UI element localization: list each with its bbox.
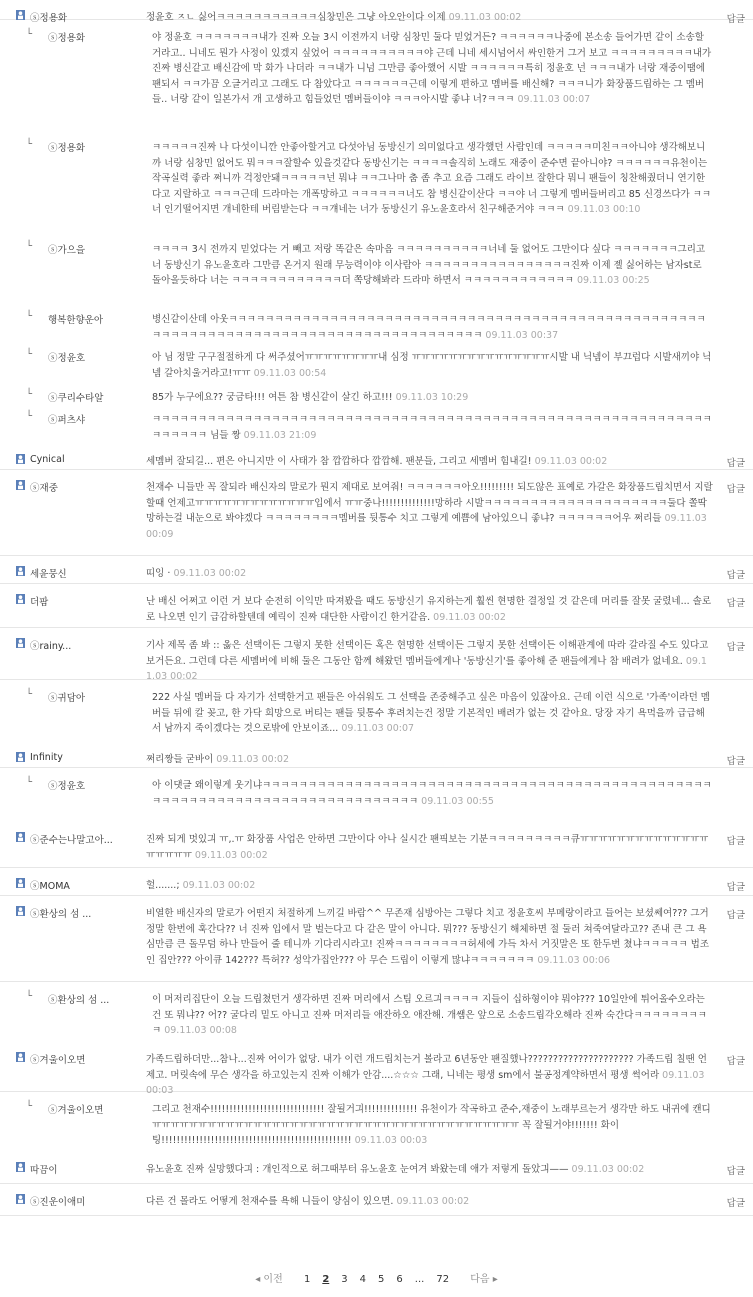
mobile-mark-icon: ⓢ bbox=[48, 781, 58, 792]
comment-body bbox=[146, 878, 713, 894]
comment-author[interactable] bbox=[48, 778, 85, 792]
comment-author[interactable] bbox=[48, 312, 103, 326]
comment bbox=[0, 1042, 753, 1096]
mobile-mark-icon: ⓢ bbox=[30, 641, 40, 652]
reply-button[interactable]: 답글 bbox=[726, 1166, 745, 1177]
comment-author-name: 준수는나말고아... bbox=[39, 835, 113, 846]
comment-author-name: 더팜 bbox=[30, 597, 49, 608]
reply-button[interactable]: 답글 bbox=[726, 910, 745, 921]
comment-text: 아 이댓글 왜이렇게 웃기냐ㅋㅋㅋㅋㅋㅋㅋㅋㅋㅋㅋㅋㅋㅋㅋㅋㅋㅋㅋㅋㅋㅋㅋㅋㅋㅋㅋㅋㅋㅋㅋㅋㅋㅋㅋㅋㅋㅋㅋㅋㅋㅋㅋㅋㅋㅋㅋㅋㅋㅋㅋㅋㅋㅋㅋㅋㅋㅋㅋㅋㅋㅋㅋㅋㅋㅋㅋㅋㅋㅋㅋㅋㅋㅋㅋㅋㅋㅋ bbox=[152, 780, 712, 807]
comment-body bbox=[152, 992, 713, 1039]
comment-body bbox=[146, 594, 713, 625]
comment bbox=[0, 628, 753, 680]
user-icon bbox=[16, 1052, 25, 1062]
comment-timestamp: 09.11.03 00:02 bbox=[448, 12, 522, 23]
comment-author[interactable] bbox=[48, 992, 109, 1006]
user-icon bbox=[16, 638, 25, 648]
comment-author-name: 겨울이오면 bbox=[39, 1055, 86, 1066]
comment-timestamp: 09.11.03 00:02 bbox=[571, 1164, 645, 1175]
user-icon bbox=[16, 10, 25, 20]
comment-body bbox=[146, 1194, 713, 1210]
comment bbox=[0, 0, 753, 25]
comment-body bbox=[152, 778, 713, 809]
comment-author[interactable] bbox=[30, 480, 58, 494]
comment-body bbox=[152, 412, 713, 443]
pagination bbox=[0, 1270, 753, 1290]
reply-elbow-icon: └ bbox=[26, 311, 33, 322]
comment-author[interactable] bbox=[48, 30, 85, 44]
comment-body bbox=[146, 832, 713, 863]
reply-button[interactable]: 답글 bbox=[726, 1198, 745, 1209]
comment-text: 난 배신 어쩌고 이런 거 보다 순전히 이익만 따져봤을 때도 동방신기 유지하는게 훨씬 현명한 결정일 것 같은데 머리를 잘못 굴렸네... 솔로로 나오면 인기 급감하할텐데 예릭이 진짜 대단한 사람이긴 한거같음. bbox=[146, 596, 712, 623]
comment-timestamp: 09.11.03 00:37 bbox=[485, 329, 559, 341]
comment-body bbox=[146, 1162, 713, 1178]
comment-author-name: 재중 bbox=[39, 483, 58, 494]
comment-author[interactable] bbox=[30, 1194, 85, 1208]
comment-timestamp: 09.11.03 00:07 bbox=[341, 723, 415, 734]
comment-author-name: 정용화 bbox=[39, 13, 68, 24]
comment-body bbox=[146, 480, 713, 542]
comment-text: 아 님 정말 구구절절하게 다 써주셨어ㅠㅠㅠㅠㅠㅠㅠㅠ내 심정 ㅠㅠㅠㅠㅠㅠㅠㅠㅠㅠㅠㅠㅠㅠㅠ시발 내 닉넴이 부끄럽다 시발새끼야 닉넴 갈아치울거라고!ㅠㅠ bbox=[152, 352, 712, 379]
comment-body bbox=[152, 690, 713, 737]
comment-timestamp: 09.11.03 00:06 bbox=[537, 954, 611, 966]
comment-timestamp: 09.11.03 00:02 bbox=[146, 655, 707, 682]
comment bbox=[0, 556, 753, 584]
comment-text: 천재수 니들만 꼭 잘되라 배신자의 말로가 뭔지 제대로 보여줘! ㅋㅋㅋㅋㅋㅋ아오!!!!!!!!! 되도않은 표예로 가갈은 화장품드립치면서 지랄할때 언제고ㅠㅠㅠㅠㅠㅠㅠㅠㅠㅠㅠㅠㅠ입에서 ㅠㅠ중나!!!!!!!!!!!!!!망하라 시발ㅋㅋㅋㅋㅋㅋㅋㅋㅋㅋㅋㅋㅋㅋㅋㅋㅋㅋㅋㅋ둘다 쫄딱 망하는걸 내눈으로 봐야겠다 ㅋㅋㅋㅋㅋㅋㅋㅋ멤버를 뒷통수 치고 그렇게 예쁨에 남아있으니 좋냐? ㅋㅋㅋㅋㅋㅋ어우 쩌리들 bbox=[146, 482, 713, 524]
mobile-mark-icon: ⓢ bbox=[30, 1055, 40, 1066]
comment-timestamp: 09.11.03 00:10 bbox=[567, 204, 641, 215]
comment-text: 띠잉 · bbox=[146, 568, 171, 579]
comment-author[interactable] bbox=[30, 832, 113, 846]
comment-text: 병신같이산데 아웃ㅋㅋㅋㅋㅋㅋㅋㅋㅋㅋㅋㅋㅋㅋㅋㅋㅋㅋㅋㅋㅋㅋㅋㅋㅋㅋㅋㅋㅋㅋㅋㅋㅋㅋㅋㅋㅋㅋㅋㅋㅋㅋㅋㅋㅋㅋㅋㅋㅋㅋㅋㅋㅋㅋㅋㅋㅋㅋㅋㅋㅋㅋㅋㅋㅋㅋㅋㅋㅋㅋㅋㅋㅋㅋㅋㅋㅋㅋㅋㅋㅋㅋㅋㅋㅋㅋㅋㅋ bbox=[152, 314, 706, 341]
comment-body bbox=[152, 140, 713, 218]
comment-text: 이 머저리집단이 오늘 드립쳤던거 생각하면 진짜 머리에서 스팀 오르긔ㅋㅋㅋㅋ 지들이 십하형이야 뭐야??? 10일안에 튀어올수오라는 건 또 뭐냐?? 어?? 굴다리 밑도 아니고 진짜 머저리들 애잔하오 애잔해. 개쌤은 앞으로 소송드립각오해라 진짜 숙간다ㅋㅋㅋㅋㅋㅋㅋㅋㅋ bbox=[152, 994, 707, 1036]
comment-author-name: Cynical bbox=[30, 454, 65, 465]
reply-elbow-icon: └ bbox=[26, 777, 33, 788]
comment-author-name: 진운이애미 bbox=[39, 1197, 86, 1208]
reply-comment bbox=[0, 1092, 753, 1152]
comment-text: ㅋㅋㅋㅋㅋㅋㅋㅋㅋㅋㅋㅋㅋㅋㅋㅋㅋㅋㅋㅋㅋㅋㅋㅋㅋㅋㅋㅋㅋㅋㅋㅋㅋㅋㅋㅋㅋㅋㅋㅋㅋㅋㅋㅋㅋㅋㅋㅋㅋㅋㅋㅋㅋㅋㅋㅋㅋㅋㅋㅋㅋㅋㅋㅋㅋㅋㅋ 님들 짱 bbox=[152, 414, 712, 441]
user-icon bbox=[16, 594, 25, 604]
comment-author[interactable] bbox=[48, 1102, 103, 1116]
reply-comment bbox=[0, 768, 753, 822]
reply-comment bbox=[0, 402, 753, 444]
mobile-mark-icon: ⓢ bbox=[48, 143, 58, 154]
reply-button[interactable]: 답글 bbox=[726, 836, 745, 847]
comment-author[interactable] bbox=[48, 350, 85, 364]
comment-timestamp: 09.11.03 10:29 bbox=[395, 392, 469, 403]
comment-body bbox=[152, 242, 713, 289]
comment bbox=[0, 584, 753, 628]
comment-author[interactable] bbox=[30, 1052, 85, 1066]
comment-author[interactable] bbox=[48, 412, 85, 426]
comment-author[interactable] bbox=[48, 242, 85, 256]
mobile-mark-icon: ⓢ bbox=[48, 693, 58, 704]
user-icon bbox=[16, 480, 25, 490]
comment-author-name: 귀담아 bbox=[57, 693, 86, 704]
comment-author[interactable] bbox=[30, 1162, 58, 1176]
reply-comment bbox=[0, 680, 753, 742]
reply-button[interactable]: 답글 bbox=[726, 598, 745, 609]
comment-author-name: 정용화 bbox=[57, 143, 86, 154]
comment-body bbox=[146, 566, 713, 582]
page-number[interactable]: 2 bbox=[322, 1274, 330, 1285]
reply-button[interactable]: 답글 bbox=[726, 882, 745, 893]
comment-timestamp: 09.11.03 00:02 bbox=[182, 880, 256, 891]
comment-timestamp: 09.11.03 00:25 bbox=[576, 275, 650, 286]
comment-author-name: 정용화 bbox=[57, 33, 86, 44]
comment-text: ㅋㅋㅋㅋㅋ진짜 나 다섯이니깐 안좋아할거고 다섯아님 동방신기 의미없다고 생각했던 사람인데 ㅋㅋㅋㅋㅋ미친ㅋㅋ아니야 생각해보니까 너랑 심창민 없어도 뭐ㅋㅋㅋ잘할수 있을것같다 동방신기는 ㅋㅋㅋㅋ솔직히 노래도 재중이 준수면 끝아니야? ㅋㅋㅋㅋㅋㅋ유천이는 작곡실력 좋라 쩌니까 걱정안돼ㅋㅋㅋㅋㅋ넌 뭐냐 ㅋㅋ그나마 춤 좀 추고 요즘 그래도 라이브 잘한다 뭐니 팬들이 칭찬해줬더니 연기한다고 지랄하고 ㅋㅋㅋ근데 드라마는 개폭망하고 ㅋㅋㅋㅋㅋㅋ너도 참 병신같이산다 ㅋㅋ야 너 그렇게 멤버들버리고 85 신경쓰다가 ㅋㅋ너 인기떨어지면 개네한테 버림받는다 ㅋㅋ걔네는 너가 동방신기 유노윤호라서 친구해준거야 ㅋㅋㅋ bbox=[152, 142, 712, 215]
comment-author[interactable] bbox=[30, 906, 91, 920]
mobile-mark-icon: ⓢ bbox=[48, 393, 58, 404]
comment-author-name: 퍼츠샤 bbox=[57, 415, 86, 426]
comment-timestamp: 09.11.03 00:55 bbox=[421, 795, 494, 807]
comment-author[interactable] bbox=[30, 454, 65, 465]
comment-author-name: 겨울이오면 bbox=[57, 1105, 104, 1116]
comment-body bbox=[146, 454, 713, 470]
page-number[interactable]: 4 bbox=[359, 1274, 367, 1285]
comment-timestamp: 09.11.03 00:03 bbox=[146, 1069, 705, 1096]
mobile-mark-icon: ⓢ bbox=[30, 13, 40, 24]
page-number[interactable]: 1 bbox=[303, 1274, 311, 1285]
mobile-mark-icon: ⓢ bbox=[30, 881, 40, 892]
user-icon bbox=[16, 752, 25, 762]
comment-author-name: 환상의 섬 ... bbox=[39, 909, 92, 920]
mobile-mark-icon: ⓢ bbox=[30, 835, 40, 846]
page-number[interactable]: 3 bbox=[341, 1274, 348, 1285]
page-number[interactable]: 6 bbox=[396, 1274, 403, 1285]
prev-page-link[interactable]: ◂ 이전 bbox=[255, 1274, 283, 1285]
comment-timestamp: 09.11.03 00:08 bbox=[164, 1025, 237, 1036]
comment-text: 쩌리짱들 굳바이 bbox=[146, 754, 214, 765]
comment-text: 85가 누구에요?? 궁금타!!! 여튼 참 병신같이 살긴 하고!!! bbox=[152, 392, 393, 403]
reply-elbow-icon: └ bbox=[26, 29, 33, 40]
reply-comment bbox=[0, 380, 753, 402]
user-icon bbox=[16, 566, 25, 576]
comment-author[interactable] bbox=[48, 140, 85, 154]
page-number[interactable]: 72 bbox=[436, 1274, 450, 1285]
reply-button[interactable]: 답글 bbox=[726, 1056, 745, 1067]
comment-timestamp: 09.11.03 00:02 bbox=[396, 1196, 470, 1207]
page-number[interactable]: 5 bbox=[378, 1274, 385, 1285]
comment-author-name: 세윤뭉신 bbox=[30, 569, 67, 580]
mobile-mark-icon: ⓢ bbox=[48, 415, 58, 426]
comment-text: 진짜 되게 멋있긔 ㅠ,.ㅠ 화장품 사업은 안하면 그만이다 아나 실시간 팬픽보는 기분ㅋㅋㅋㅋㅋㅋㅋㅋㅋ큐ㅠㅠㅠㅠㅠㅠㅠㅠㅠㅠㅠㅠㅠㅠㅠㅠㅠㅠㅠ bbox=[146, 834, 709, 861]
comment-author-name: 가으을 bbox=[57, 245, 86, 256]
reply-comment bbox=[0, 340, 753, 380]
reply-button[interactable]: 답글 bbox=[726, 14, 745, 25]
user-icon bbox=[16, 906, 25, 916]
reply-elbow-icon: └ bbox=[26, 991, 33, 1002]
reply-comment bbox=[0, 982, 753, 1042]
comment-timestamp: 09.11.03 00:54 bbox=[253, 367, 327, 379]
comment-timestamp: 09.11.03 00:09 bbox=[146, 513, 707, 540]
comment-body bbox=[146, 906, 713, 968]
comment-timestamp: 09.11.03 00:03 bbox=[354, 1135, 428, 1146]
reply-button[interactable]: 답글 bbox=[726, 756, 745, 767]
comment-body bbox=[152, 1102, 713, 1149]
reply-comment bbox=[0, 302, 753, 340]
comment-body bbox=[152, 312, 713, 343]
comment-timestamp: 09.11.03 00:02 bbox=[173, 568, 247, 579]
mobile-mark-icon: ⓢ bbox=[30, 909, 40, 920]
user-icon bbox=[16, 1162, 25, 1172]
reply-button[interactable]: 답글 bbox=[726, 458, 745, 469]
reply-elbow-icon: └ bbox=[26, 411, 33, 422]
mobile-mark-icon: ⓢ bbox=[48, 33, 58, 44]
comment-text: 그리고 천재수!!!!!!!!!!!!!!!!!!!!!!!!!!!!!! 잘될거긔!!!!!!!!!!!!!! 유천이가 작곡하고 준수,재중이 노래부르는거 생각만 하도 내귀에 캔디ㅠㅠㅠㅠㅠㅠㅠㅠㅠㅠㅠㅠㅠㅠㅠㅠㅠㅠㅠㅠㅠㅠㅠㅠㅠㅠㅠㅠㅠㅠㅠㅠㅠㅠㅠㅠㅠㅠㅠㅠ 꼭 잘될거야!!!!!!! 화이팅!!!!!!!!!!!!!!!!!!!!!!!!!!!!!!!!!!!!!!!!!!!!!!!!!! bbox=[152, 1104, 711, 1146]
comment-text: 기사 제목 좀 봐 :: 옳은 선택이든 그렇지 못한 선택이든 혹은 현명한 선택이든 그렇지 못한 선택이든 이해관계에 따라 갈라질 수도 있다고 보거든요. 그런데 다른 세멤버에 비해 둘은 그동안 함께 해왔던 멤버들에게나 '동방신기'를 좋아해 준 팬들에게나 참 배려가 없네요. bbox=[146, 640, 709, 667]
comment bbox=[0, 470, 753, 556]
comment-author[interactable] bbox=[30, 566, 67, 580]
comment-text: 세멤버 잘되길... 편은 아니지만 이 사태가 참 깝깝하다 깝깝해. 팬분들, 그리고 세멤버 힘내길! bbox=[146, 456, 532, 467]
comment bbox=[0, 822, 753, 868]
comment-text: 야 정윤호 ㅋㅋㅋㅋㅋㅋㅋ내가 진짜 오늘 3시 이전까지 너랑 심창민 둘다 믿었거든? ㅋㅋㅋㅋㅋㅋ나중에 본소송 들어가면 같이 소송할거라고.. 니네도 뭔가 사정이 있겠지 싶었어 ㅋㅋㅋㅋㅋㅋㅋㅋㅋㅋ야 근데 니네 세시넘어서 싸인한거 그거 보고 ㅋㅋㅋㅋㅋㅋㅋㅋㅋ내가 진짜 병신같고 배신감에 막 화가 나더라 ㅋㅋ내가 니넘 그만큼 좋아했어 시발 ㅋㅋㅋㅋㅋㅋ특히 정윤호 넌 ㅋㅋㅋ내가 너랑 재중이땜에 팬되서 ㅋㅋ가끔 오글거리고 그래도 다 참았다고 ㅋㅋㅋㅋㅋㅋ근데 이렇게 편하고 멤버를 배신해? ㅋㅋㅋ니가 화장품드립하는 그 멤버들.. 너랑 같이 일본가서 개 고생하고 힘들었던 멤버들이야 ㅋㅋㅋ아시발 좋냐 너?ㅋㅋㅋ bbox=[152, 32, 712, 105]
comment-author[interactable] bbox=[30, 638, 71, 652]
comment-timestamp: 09.11.03 00:02 bbox=[194, 849, 268, 861]
comment-author[interactable] bbox=[30, 594, 48, 608]
comment bbox=[0, 1152, 753, 1184]
reply-elbow-icon: └ bbox=[26, 349, 33, 360]
reply-button[interactable]: 답글 bbox=[726, 484, 745, 495]
comment-text: 다른 건 몰라도 어떻게 천재수를 욕해 니들이 양심이 있으면. bbox=[146, 1196, 394, 1207]
user-icon bbox=[16, 878, 25, 888]
comment-author[interactable] bbox=[48, 690, 85, 704]
comment-author-name: 정윤호 bbox=[57, 353, 86, 364]
comment bbox=[0, 868, 753, 896]
page-number-list bbox=[298, 1274, 455, 1285]
comment-author-name: 환상의 섬 ... bbox=[57, 995, 110, 1006]
user-icon bbox=[16, 454, 25, 464]
comment-timestamp: 09.11.03 00:02 bbox=[433, 611, 506, 623]
mobile-mark-icon: ⓢ bbox=[30, 483, 40, 494]
comment-text: ㅋㅋㅋㅋ 3시 전까지 믿었다는 거 빼고 저랑 똑같은 속마음 ㅋㅋㅋㅋㅋㅋㅋㅋㅋㅋ너네 둘 없어도 그만이다 싶다 ㅋㅋㅋㅋㅋㅋㅋ그리고 너 동방신기 유노윤호라 그만큼 온거지 원래 무능력이야 이사람아 ㅋㅋㅋㅋㅋㅋㅋㅋㅋㅋㅋㅋㅋㅋㅋㅋ진짜 이제 젤 싫어하는 남자st로 돌아올듯하다 너는 ㅋㅋㅋㅋㅋㅋㅋㅋㅋㅋㅋㅋ더 쪽당해봐라 드라마 하면서 ㅋㅋㅋㅋㅋㅋㅋㅋㅋㅋㅋㅋ bbox=[152, 244, 706, 286]
reply-elbow-icon: └ bbox=[26, 139, 33, 150]
mobile-mark-icon: ⓢ bbox=[48, 353, 58, 364]
comment-body bbox=[152, 30, 713, 108]
comment-body bbox=[146, 638, 713, 685]
comment bbox=[0, 896, 753, 982]
comment-author-name: 정윤호 bbox=[57, 781, 86, 792]
comment-author-name: 쿠리수타알 bbox=[57, 393, 104, 404]
comment bbox=[0, 1184, 753, 1216]
next-page-link[interactable]: 다음 ▸ bbox=[470, 1274, 498, 1285]
reply-elbow-icon: └ bbox=[26, 1101, 33, 1112]
comment-timestamp: 09.11.03 00:02 bbox=[534, 456, 608, 467]
reply-elbow-icon: └ bbox=[26, 389, 33, 400]
comment-author[interactable] bbox=[30, 752, 63, 763]
comment-author-name: MOMA bbox=[39, 881, 70, 892]
comment-text: 222 사실 멤버들 다 자기가 선택한거고 팬들은 아쉬워도 그 선택을 존중해주고 싶은 마음이 있잖아요. 근데 이런 식으로 '가족'이라던 멤버들 뒤에 칼 꽂고, 한 가닥 희망으로 버티는 팬들 뒷통수 후려치는건 정말 기본적인 배려가 없는 것 같아요. 당장 자기 욕먹을까 급급해서 남까지 죽이겠다는 것으로밖에 안보이죠... bbox=[152, 692, 710, 734]
comment-author-name: 따끔이 bbox=[30, 1165, 58, 1176]
reply-button[interactable]: 답글 bbox=[726, 642, 745, 653]
comment-timestamp: 09.11.03 00:02 bbox=[216, 754, 289, 765]
mobile-mark-icon: ⓢ bbox=[30, 1197, 40, 1208]
comment-author-name: 행복한향운아 bbox=[48, 315, 104, 326]
page-ellipsis: ... bbox=[414, 1274, 425, 1285]
comment-timestamp: 09.11.03 00:07 bbox=[517, 94, 591, 105]
comment-text: 유노윤호 진짜 실망했다긔 : 개인적으로 허그때부터 유노윤호 눈여겨 봐왔는데 애가 저렇게 돌았긔—— bbox=[146, 1164, 569, 1175]
comment bbox=[0, 444, 753, 470]
mobile-mark-icon: ⓢ bbox=[48, 245, 58, 256]
comment bbox=[0, 742, 753, 768]
comment-author-name: Infinity bbox=[30, 752, 63, 763]
comment-author[interactable] bbox=[30, 878, 70, 892]
reply-comment bbox=[0, 130, 753, 232]
comment-text: 가족드립하더만...참나...진짜 어이가 없당. 내가 이런 개드립치는거 볼라고 6년동안 팬질했나????????????????????? 가족드립 칠땐 언제고. 머릿속에 무슨 생각을 하고있는지 진짜 이해가 안감....☆☆☆ 그래, 니네는 평생 sm에서 불공정계약하면서 평생 썩어라 bbox=[146, 1054, 707, 1081]
mobile-mark-icon: ⓢ bbox=[48, 1105, 58, 1116]
comment-timestamp: 09.11.03 21:09 bbox=[243, 429, 317, 441]
user-icon bbox=[16, 832, 25, 842]
reply-elbow-icon: └ bbox=[26, 689, 33, 700]
mobile-mark-icon: ⓢ bbox=[48, 995, 58, 1006]
reply-comment bbox=[0, 20, 753, 130]
comment-author-name: rainy... bbox=[39, 641, 72, 652]
comment-body bbox=[152, 350, 713, 381]
reply-elbow-icon: └ bbox=[26, 241, 33, 252]
reply-button[interactable]: 답글 bbox=[726, 570, 745, 581]
comment-text: 헐.......; bbox=[146, 880, 180, 891]
reply-comment bbox=[0, 232, 753, 302]
comment-body bbox=[146, 752, 713, 768]
user-icon bbox=[16, 1194, 25, 1204]
comment-text: 정윤호 ㅈㄴ 싫어ㅋㅋㅋㅋㅋㅋㅋㅋㅋㅋㅋ심창민은 그냥 아오안이다 이제 bbox=[146, 12, 446, 23]
comment-text: 비열한 배신자의 말로가 어떤지 처절하게 느끼길 바람^^ 무존재 심방아는 그렇다 치고 정윤호씨 부메랑이라고 들어는 보셨쎄여??? 그거 정말 한번에 훅간다?? 너 진짜 입에서 말 벌는다고 다 같은 말이 아니다. 뭐??? 동방신기 해체하면 절 둘러 쳐죽여달라고?? 존내 큰 그 욕심만큼 큰 돌무덤 하나 만들어 줄 테니까 기다리시라고! 진짜ㅋㅋㅋㅋㅋㅋㅋㅋ허세에 가득 차서 거짓말은 또 한두번 쳤냐ㅋㅋㅋㅋㅋ 법조인 집안??? 아이큐 142??? 특허?? 성악가집안??? 아 무슨 드립이 이렇게 많냐ㅋㅋㅋㅋㅋㅋㅋ bbox=[146, 908, 710, 966]
